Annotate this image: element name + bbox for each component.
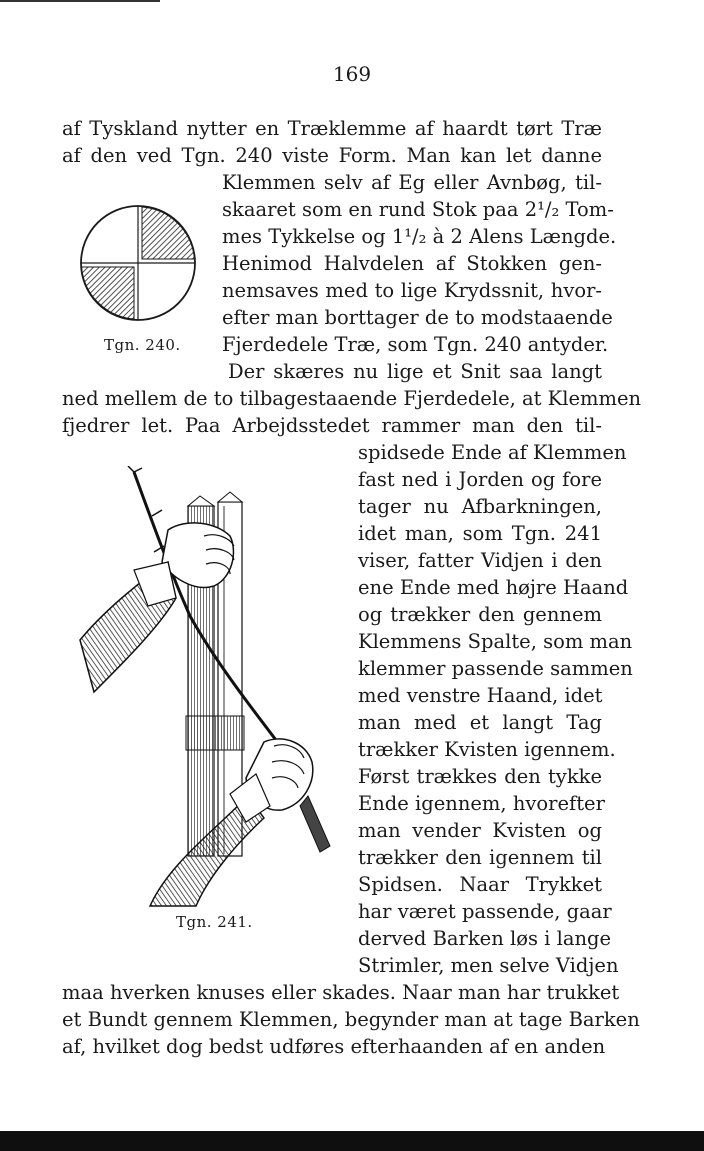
text-line: mes Tykkelse og 1¹/₂ à 2 Alens Længde. <box>222 225 617 248</box>
text-line: Fjerdedele Træ, som Tgn. 240 antyder. <box>222 333 609 356</box>
text-line: maa hverken knuses eller skades. Naar man har trukket <box>62 981 620 1004</box>
figure-240-cross-section <box>78 203 198 323</box>
text-line: Først trækkes den tykke <box>358 765 602 788</box>
text-line: med venstre Haand, idet <box>358 684 603 707</box>
text-line: fjedrer let. Paa Arbejdsstedet rammer man den til- <box>62 414 602 437</box>
text-line: af, hvilket dog bedst udføres efterhaanden af en anden <box>62 1035 606 1058</box>
text-line: derved Barken løs i lange <box>358 927 612 950</box>
text-line: af den ved Tgn. 240 viste Form. Man kan let danne <box>62 144 602 167</box>
text-line: Spidsen. Naar Trykket <box>358 873 602 896</box>
text-line: nemsaves med to lige Krydssnit, hvor- <box>222 279 602 302</box>
text-line: Klemmen selv af Eg eller Avnbøg, til- <box>222 171 602 194</box>
figure-241-caption: Tgn. 241. <box>176 913 253 931</box>
text-line: man med et langt Tag <box>358 711 602 734</box>
top-rule <box>0 0 160 2</box>
page-number: 169 <box>332 62 372 86</box>
text-line: spidsede Ende af Klemmen <box>358 441 627 464</box>
text-line: skaaret som en rund Stok paa 2¹/₂ Tom- <box>222 198 614 221</box>
text-line: har været passende, gaar <box>358 900 612 923</box>
text-line: Klemmens Spalte, som man <box>358 630 633 653</box>
text-line: klemmer passende sammen <box>358 657 633 680</box>
text-line: man vender Kvisten og <box>358 819 602 842</box>
text-line: Strimler, men selve Vidjen <box>358 954 619 977</box>
figure-240-caption: Tgn. 240. <box>104 336 181 354</box>
text-line: fast ned i Jorden og fore <box>358 468 602 491</box>
text-line: Ende igennem, hvorefter <box>358 792 605 815</box>
text-line: ene Ende med højre Haand <box>358 576 629 599</box>
text-line: af Tyskland nytter en Træklemme af haardt tørt Træ <box>62 117 602 140</box>
text-line: viser, fatter Vidjen i den <box>358 549 602 572</box>
figure-241-illustration <box>68 466 340 912</box>
text-line: trækker Kvisten igennem. <box>358 738 616 761</box>
text-line: idet man, som Tgn. 241 <box>358 522 602 545</box>
text-line: Henimod Halvdelen af Stokken gen- <box>222 252 602 275</box>
text-line: Der skæres nu lige et Snit saa langt <box>228 360 602 383</box>
text-line: efter man borttager de to modstaaende <box>222 306 613 329</box>
text-line: et Bundt gennem Klemmen, begynder man at tage Barken <box>62 1008 640 1031</box>
text-line: og trækker den gennem <box>358 603 602 626</box>
text-line: trækker den igennem til <box>358 846 602 869</box>
text-line: ned mellem de to tilbagestaaende Fjerdedele, at Klemmen <box>62 387 642 410</box>
scan-edge-bar <box>0 1131 704 1151</box>
text-line: tager nu Afbarkningen, <box>358 495 602 518</box>
